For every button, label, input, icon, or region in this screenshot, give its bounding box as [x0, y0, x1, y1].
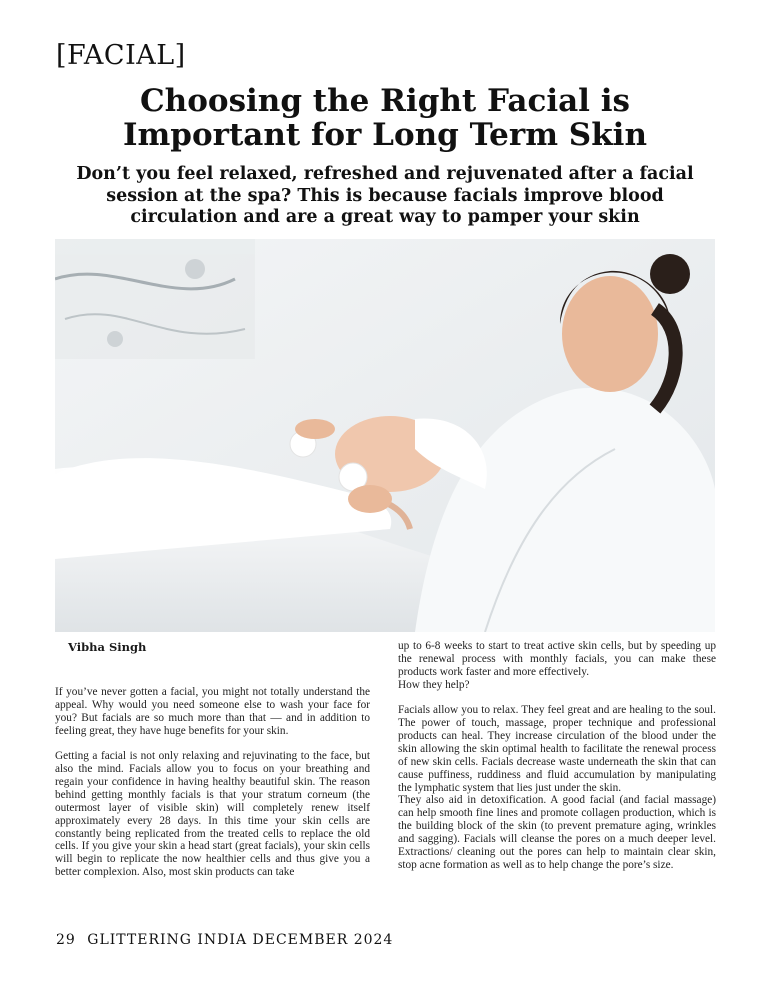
author-byline: Vibha Singh	[68, 640, 147, 654]
article-deck: Don’t you feel relaxed, refreshed and rejuvenated after a facial session at the spa? This is because facials improve blood circulation and are a great way to pamper your skin	[76, 164, 694, 227]
body-column-right	[398, 640, 716, 884]
page-number: 29	[56, 932, 76, 948]
paragraph: If you’ve never gotten a facial, you might not totally understand the appeal. Why would you need someone else to wash your face for you? But facials are so much more than that — and in addition to feeling great, they have huge benefits for your skin.	[55, 686, 370, 737]
article-photo	[55, 239, 715, 632]
section-tag: [FACIAL]	[56, 40, 186, 71]
paragraph: Facials allow you to relax. They feel great and are healing to the soul. The power of touch, massage, proper technique and professional products can heal. They increase circulation of the blood under the skin allowing the skin optimal health to facilitate the renewal process of new skin cells. Facials decrease waste underneath the skin that can cause puffiness, ruddiness and fluid accumulation by manipulating the lymphatic system that lies just under the skin.	[398, 704, 716, 794]
paragraph: They also aid in detoxification. A good facial (and facial massage) can help smooth fine lines and promote collagen production, which is the building block of the skin (to prevent premature aging, wrinkles and sagging). Facials will cleanse the pores on a much deeper level. Extractions/ cleaning out the pores can help to maintain clear skin, stop acne formation as well as to help change the pore’s size.	[398, 794, 716, 871]
publication-name: GLITTERING INDIA DECEMBER 2024	[87, 932, 394, 948]
spa-equipment	[55, 239, 255, 359]
paragraph: Getting a facial is not only relaxing and rejuvinating to the face, but also the mind. Facials allow you to focus on your breathing and regain your confidence in having healthy beautiful skin. The reason behind getting monthly facials is that your stratum corneum (the outermost layer of visible skin) will completely renew itself approximately every 28 days. In this time your skin cells are constantly being replicated from the treated cells to replace the old cells. If you give your skin a head start (great facials), your skin cells will begin to replicate the now healthier cells and thus give you a better complexion. Also, most skin products can take	[55, 750, 370, 879]
body-column-left	[55, 686, 370, 892]
title-line-2: Important for Long Term Skin	[122, 117, 647, 153]
article-title	[40, 84, 730, 152]
page-footer	[56, 932, 393, 948]
title-line-1: Choosing the Right Facial is	[140, 83, 630, 119]
paragraph: up to 6-8 weeks to start to treat active skin cells, but by speeding up the renewal process with monthly facials, you can make these products work faster and more effectively.	[398, 640, 716, 678]
subheading: How they help?	[398, 678, 470, 691]
